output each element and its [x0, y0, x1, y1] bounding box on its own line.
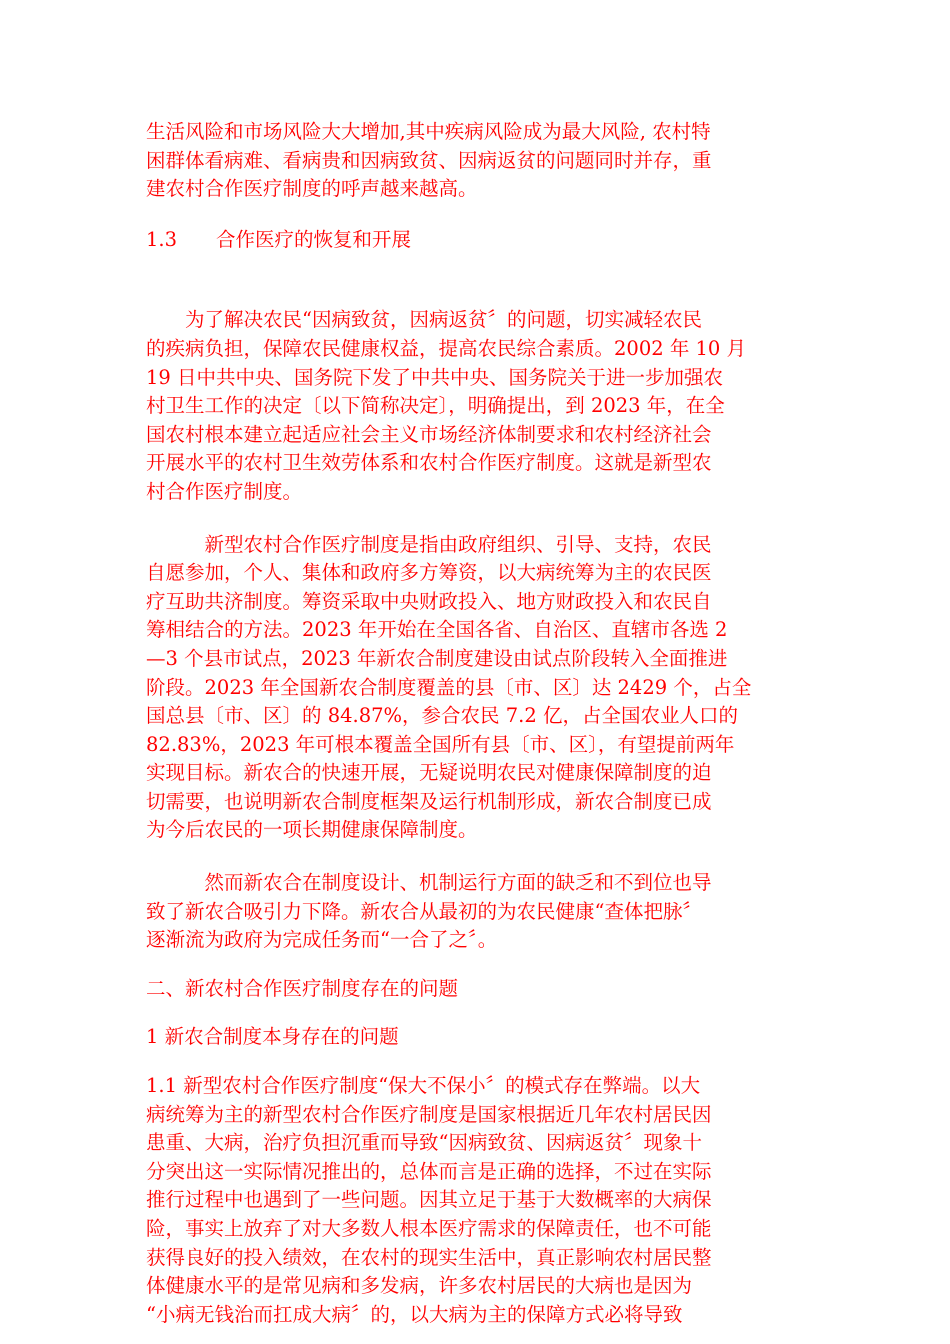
document-page — [146, 118, 806, 1329]
text-line: 体健康水平的是常见病和多发病，许多农村居民的大病也是因为 — [146, 1274, 693, 1298]
text-line: “小病无钱治而扛成大病〞的，以大病为主的保障方式必将导致 — [146, 1302, 683, 1326]
text-line: 为今后农民的一项长期健康保障制度。 — [146, 818, 478, 842]
text-line: 然而新农合在制度设计、机制运行方面的缺乏和不到位也导 — [146, 871, 712, 895]
text-line: 逐渐流为政府为完成任务而“一合了之〞。 — [146, 928, 498, 952]
text-line: 村卫生工作的决定〔以下简称决定〕，明确提出，到 2023 年，在全 — [146, 394, 725, 418]
text-line: 新型农村合作医疗制度是指由政府组织、引导、支持，农民 — [146, 532, 712, 556]
text-line: 分突出这一实际情况推出的，总体而言是正确的选择，不过在实际 — [146, 1159, 712, 1183]
text-line: 国总县〔市、区〕的 84.87%，参合农民 7.2 亿，占全国农业人口的 — [146, 704, 738, 728]
text-line: 自愿参加，个人、集体和政府多方筹资，以大病统筹为主的农民医 — [146, 561, 712, 585]
paragraph-1 — [146, 306, 806, 506]
text-line: 国农村根本建立起适应社会主义市场经济体制要求和农村经济社会 — [146, 422, 712, 446]
text-line: 致了新农合吸引力下降。新农合从最初的为农民健康“查体把脉〞 — [146, 899, 702, 923]
text-line: 推行过程中也遇到了一些问题。因其立足于基于大数概率的大病保 — [146, 1188, 712, 1212]
section-heading-1-3: 1.3 合作医疗的恢复和开展 — [146, 227, 412, 251]
text-line: 82.83%，2023 年可根本覆盖全国所有县〔市、区〕，有望提前两年 — [146, 732, 735, 756]
text-line: 获得良好的投入绩效，在农村的现实生活中，真正影响农村居民整 — [146, 1245, 712, 1269]
text-line: 19 日中共中央、国务院下发了中共中央、国务院关于进一步加强农 — [146, 365, 724, 389]
section-heading-2-1: 1 新农合制度本身存在的问题 — [146, 1025, 399, 1049]
text-line: 生活风险和市场风险大大增加,其中疾病风险成为最大风险, 农村特 — [146, 120, 711, 143]
text-line: 险，事实上放弃了对大多数人根本医疗需求的保障责任，也不可能 — [146, 1217, 712, 1240]
text-line: 的疾病负担，保障农民健康权益，提高农民综合素质。2002 年 10 月 — [146, 336, 747, 360]
section-heading-2: 二、新农村合作医疗制度存在的问题 — [146, 976, 459, 1000]
text-line: 实现目标。新农合的快速开展，无疑说明农民对健康保障制度的迫 — [146, 761, 712, 785]
text-line: 阶段。2023 年全国新农合制度覆盖的县〔市、区〕达 2429 个，占全 — [146, 675, 752, 699]
text-line: 疗互助共济制度。筹资采取中央财政投入、地方财政投入和农民自 — [146, 589, 712, 613]
text-line: 为了解决农民“因病致贫，因病返贫〞的问题，切实减轻农民 — [146, 308, 702, 332]
text-line: 患重、大病，治疗负担沉重而导致“因病致贫、因病返贫〞现象十 — [146, 1131, 702, 1155]
paragraph-2 — [146, 531, 806, 846]
paragraph-3 — [146, 869, 806, 955]
text-line: 开展水平的农村卫生效劳体系和农村合作医疗制度。这就是新型农 — [146, 451, 712, 475]
text-line: 村合作医疗制度。 — [146, 479, 303, 503]
text-line: 困群体看病难、看病贵和因病致贫、因病返贫的问题同时并存，重 — [146, 148, 712, 172]
text-line: —3 个县市试点，2023 年新农合制度建设由试点阶段转入全面推进 — [146, 646, 728, 670]
text-line: 筹相结合的方法。2023 年开始在全国各省、自治区、直辖市各选 2 — [146, 618, 728, 642]
text-line: 切需要，也说明新农合制度框架及运行机制形成，新农合制度已成 — [146, 789, 712, 813]
text-line: 1.1 新型农村合作医疗制度“保大不保小〞的模式存在弊端。以大 — [146, 1074, 701, 1098]
text-line: 病统筹为主的新型农村合作医疗制度是国家根据近几年农村居民因 — [146, 1102, 712, 1126]
intro-paragraph — [146, 118, 806, 204]
paragraph-4 — [146, 1072, 806, 1329]
text-line: 建农村合作医疗制度的呼声越来越高。 — [146, 177, 478, 201]
